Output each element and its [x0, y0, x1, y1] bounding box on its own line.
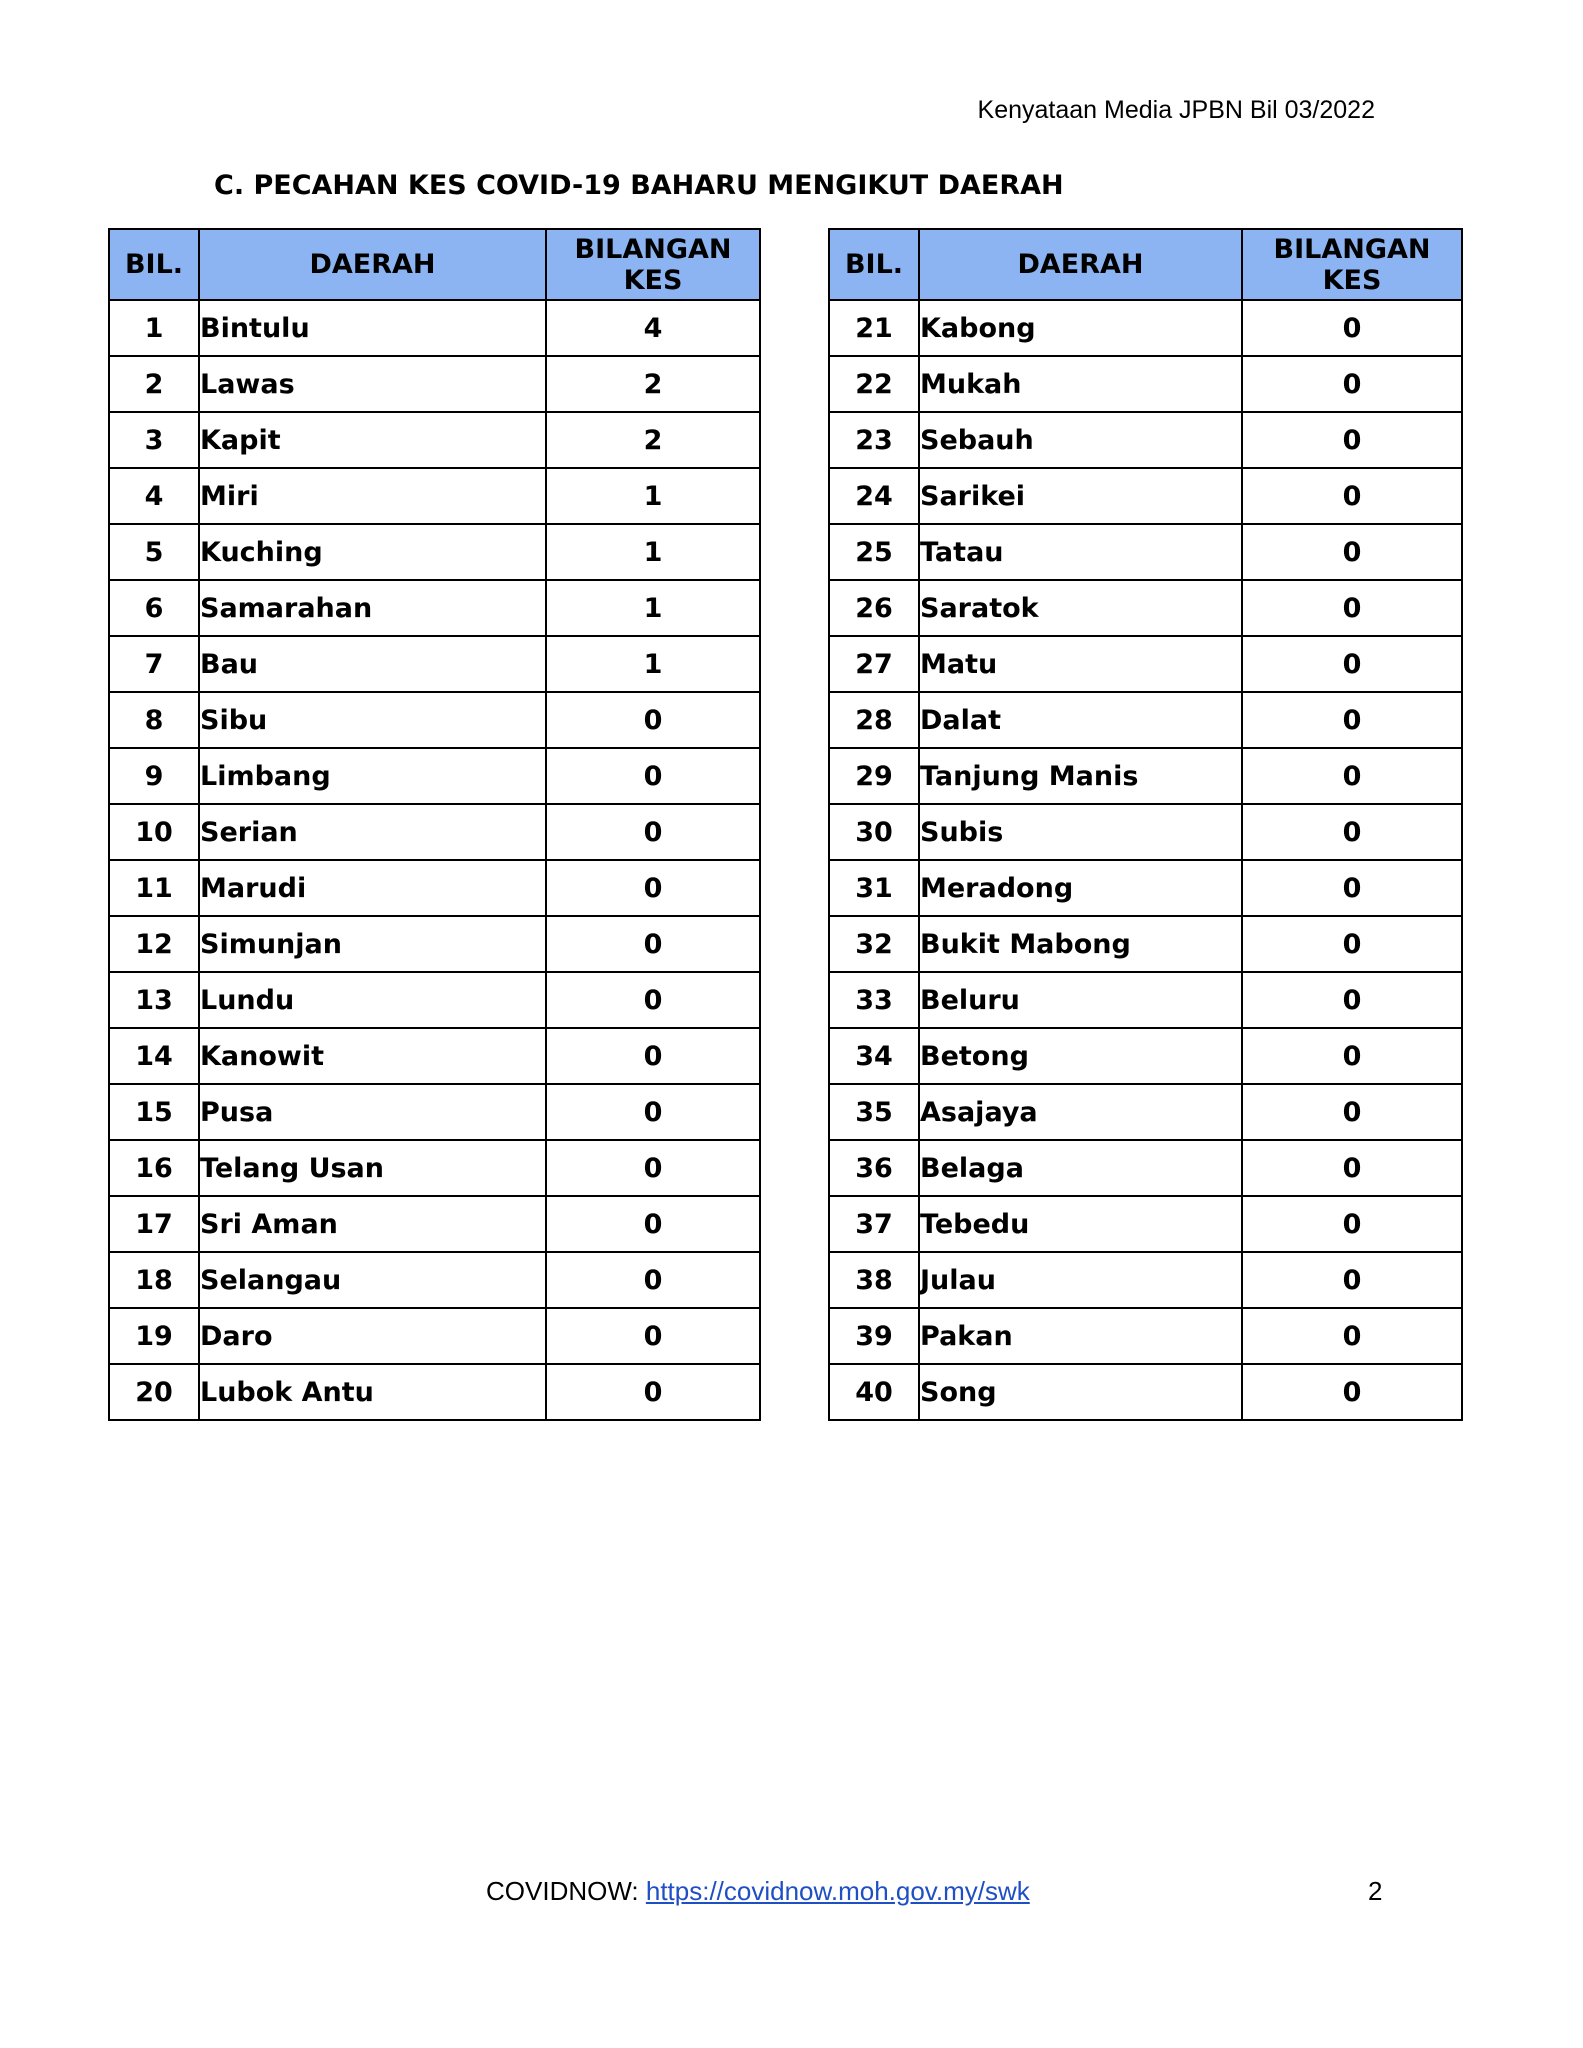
header-bilangan-kes — [546, 229, 760, 300]
case-count: 0 — [1242, 636, 1462, 692]
header-bilangan-line1: BILANGAN — [574, 233, 732, 265]
row-number: 1 — [109, 300, 199, 356]
table-row — [829, 1140, 1462, 1196]
case-count: 0 — [1242, 1196, 1462, 1252]
district-name: Subis — [919, 804, 1242, 860]
header-bilangan-line2: KES — [623, 264, 683, 296]
table-row — [829, 356, 1462, 412]
row-number: 15 — [109, 1084, 199, 1140]
table-row — [109, 804, 760, 860]
case-count: 0 — [546, 748, 760, 804]
case-count: 2 — [546, 356, 760, 412]
table-row — [829, 524, 1462, 580]
district-name: Pakan — [919, 1308, 1242, 1364]
row-number: 28 — [829, 692, 919, 748]
table-row — [829, 860, 1462, 916]
header-bilangan-kes — [1242, 229, 1462, 300]
row-number: 27 — [829, 636, 919, 692]
case-count: 0 — [1242, 860, 1462, 916]
row-number: 22 — [829, 356, 919, 412]
district-name: Telang Usan — [199, 1140, 546, 1196]
district-name: Limbang — [199, 748, 546, 804]
row-number: 35 — [829, 1084, 919, 1140]
case-count: 0 — [546, 1084, 760, 1140]
case-count: 0 — [1242, 300, 1462, 356]
district-name: Sarikei — [919, 468, 1242, 524]
district-name: Saratok — [919, 580, 1242, 636]
district-name: Sri Aman — [199, 1196, 546, 1252]
table-row — [829, 1084, 1462, 1140]
section-title: C. PECAHAN KES COVID-19 BAHARU MENGIKUT DAERAH — [214, 170, 1064, 201]
case-count: 0 — [1242, 972, 1462, 1028]
row-number: 38 — [829, 1252, 919, 1308]
case-count: 4 — [546, 300, 760, 356]
case-count: 1 — [546, 580, 760, 636]
table-row — [109, 1364, 760, 1420]
row-number: 14 — [109, 1028, 199, 1084]
table-row — [109, 1308, 760, 1364]
page-number: 2 — [1368, 1876, 1383, 1906]
row-number: 23 — [829, 412, 919, 468]
table-row — [829, 468, 1462, 524]
district-name: Julau — [919, 1252, 1242, 1308]
case-count: 0 — [546, 972, 760, 1028]
row-number: 13 — [109, 972, 199, 1028]
table-row — [829, 300, 1462, 356]
row-number: 17 — [109, 1196, 199, 1252]
row-number: 37 — [829, 1196, 919, 1252]
table-row — [829, 1308, 1462, 1364]
case-count: 0 — [546, 916, 760, 972]
case-count: 0 — [1242, 916, 1462, 972]
row-number: 29 — [829, 748, 919, 804]
row-number: 34 — [829, 1028, 919, 1084]
table-row — [109, 580, 760, 636]
case-count: 0 — [546, 1308, 760, 1364]
table-row — [109, 748, 760, 804]
case-count: 0 — [1242, 1028, 1462, 1084]
district-name: Sibu — [199, 692, 546, 748]
district-table-left — [108, 228, 761, 1421]
case-count: 0 — [1242, 1252, 1462, 1308]
district-name: Kapit — [199, 412, 546, 468]
case-count: 0 — [1242, 524, 1462, 580]
table-row — [109, 636, 760, 692]
district-name: Kanowit — [199, 1028, 546, 1084]
table-row — [109, 468, 760, 524]
district-name: Kuching — [199, 524, 546, 580]
case-count: 0 — [1242, 1084, 1462, 1140]
row-number: 16 — [109, 1140, 199, 1196]
district-name: Selangau — [199, 1252, 546, 1308]
case-count: 0 — [546, 1364, 760, 1420]
table-row — [829, 804, 1462, 860]
district-name: Meradong — [919, 860, 1242, 916]
table-row — [109, 1028, 760, 1084]
row-number: 25 — [829, 524, 919, 580]
row-number: 6 — [109, 580, 199, 636]
row-number: 7 — [109, 636, 199, 692]
district-name: Simunjan — [199, 916, 546, 972]
district-name: Tatau — [919, 524, 1242, 580]
table-row — [109, 524, 760, 580]
row-number: 31 — [829, 860, 919, 916]
table-row — [829, 748, 1462, 804]
case-count: 0 — [546, 860, 760, 916]
footer-label: COVIDNOW: — [486, 1876, 646, 1906]
district-name: Bintulu — [199, 300, 546, 356]
district-name: Daro — [199, 1308, 546, 1364]
case-count: 0 — [1242, 692, 1462, 748]
case-count: 1 — [546, 636, 760, 692]
case-count: 0 — [546, 804, 760, 860]
row-number: 30 — [829, 804, 919, 860]
table-row — [109, 356, 760, 412]
row-number: 40 — [829, 1364, 919, 1420]
table-row — [829, 1252, 1462, 1308]
document-reference: Kenyataan Media JPBN Bil 03/2022 — [977, 96, 1375, 124]
table-header-row — [829, 229, 1462, 300]
covidnow-link[interactable]: https://covidnow.moh.gov.my/swk — [645, 1876, 1030, 1906]
district-name: Matu — [919, 636, 1242, 692]
table-row — [109, 692, 760, 748]
case-count: 0 — [546, 692, 760, 748]
table-row — [109, 300, 760, 356]
row-number: 18 — [109, 1252, 199, 1308]
row-number: 36 — [829, 1140, 919, 1196]
row-number: 33 — [829, 972, 919, 1028]
row-number: 2 — [109, 356, 199, 412]
district-table-right — [828, 228, 1463, 1421]
district-name: Kabong — [919, 300, 1242, 356]
row-number: 21 — [829, 300, 919, 356]
row-number: 8 — [109, 692, 199, 748]
case-count: 0 — [1242, 1308, 1462, 1364]
footer-covidnow — [486, 1876, 1030, 1907]
district-name: Tanjung Manis — [919, 748, 1242, 804]
district-name: Lawas — [199, 356, 546, 412]
district-name: Marudi — [199, 860, 546, 916]
district-name: Samarahan — [199, 580, 546, 636]
table-row — [109, 972, 760, 1028]
case-count: 0 — [546, 1196, 760, 1252]
case-count: 1 — [546, 524, 760, 580]
table-header-row — [109, 229, 760, 300]
header-daerah: DAERAH — [919, 229, 1242, 300]
table-row — [829, 1364, 1462, 1420]
row-number: 9 — [109, 748, 199, 804]
district-name: Asajaya — [919, 1084, 1242, 1140]
table-row — [109, 1084, 760, 1140]
row-number: 4 — [109, 468, 199, 524]
district-name: Song — [919, 1364, 1242, 1420]
row-number: 5 — [109, 524, 199, 580]
table-row — [109, 1196, 760, 1252]
table-row — [109, 860, 760, 916]
case-count: 0 — [546, 1140, 760, 1196]
table-row — [829, 636, 1462, 692]
district-name: Serian — [199, 804, 546, 860]
table-row — [109, 916, 760, 972]
header-bil: BIL. — [829, 229, 919, 300]
table-row — [109, 412, 760, 468]
header-bil: BIL. — [109, 229, 199, 300]
table-row — [829, 1196, 1462, 1252]
case-count: 1 — [546, 468, 760, 524]
case-count: 0 — [1242, 468, 1462, 524]
row-number: 10 — [109, 804, 199, 860]
case-count: 0 — [546, 1252, 760, 1308]
row-number: 32 — [829, 916, 919, 972]
table-row — [109, 1252, 760, 1308]
row-number: 3 — [109, 412, 199, 468]
district-name: Pusa — [199, 1084, 546, 1140]
district-name: Mukah — [919, 356, 1242, 412]
case-count: 0 — [1242, 580, 1462, 636]
row-number: 19 — [109, 1308, 199, 1364]
district-name: Beluru — [919, 972, 1242, 1028]
case-count: 0 — [546, 1028, 760, 1084]
header-daerah: DAERAH — [199, 229, 546, 300]
row-number: 39 — [829, 1308, 919, 1364]
district-name: Lundu — [199, 972, 546, 1028]
row-number: 24 — [829, 468, 919, 524]
table-row — [829, 1028, 1462, 1084]
district-name: Miri — [199, 468, 546, 524]
case-count: 0 — [1242, 356, 1462, 412]
table-row — [109, 1140, 760, 1196]
district-name: Bau — [199, 636, 546, 692]
table-row — [829, 972, 1462, 1028]
case-count: 0 — [1242, 1140, 1462, 1196]
case-count: 0 — [1242, 748, 1462, 804]
header-bilangan-line2: KES — [1322, 264, 1382, 296]
case-count: 2 — [546, 412, 760, 468]
district-name: Lubok Antu — [199, 1364, 546, 1420]
case-count: 0 — [1242, 1364, 1462, 1420]
district-name: Betong — [919, 1028, 1242, 1084]
district-name: Bukit Mabong — [919, 916, 1242, 972]
district-name: Tebedu — [919, 1196, 1242, 1252]
table-row — [829, 916, 1462, 972]
case-count: 0 — [1242, 412, 1462, 468]
row-number: 11 — [109, 860, 199, 916]
table-row — [829, 412, 1462, 468]
district-name: Sebauh — [919, 412, 1242, 468]
district-name: Belaga — [919, 1140, 1242, 1196]
table-row — [829, 580, 1462, 636]
district-name: Dalat — [919, 692, 1242, 748]
row-number: 12 — [109, 916, 199, 972]
row-number: 26 — [829, 580, 919, 636]
table-row — [829, 692, 1462, 748]
case-count: 0 — [1242, 804, 1462, 860]
header-bilangan-line1: BILANGAN — [1273, 233, 1431, 265]
row-number: 20 — [109, 1364, 199, 1420]
